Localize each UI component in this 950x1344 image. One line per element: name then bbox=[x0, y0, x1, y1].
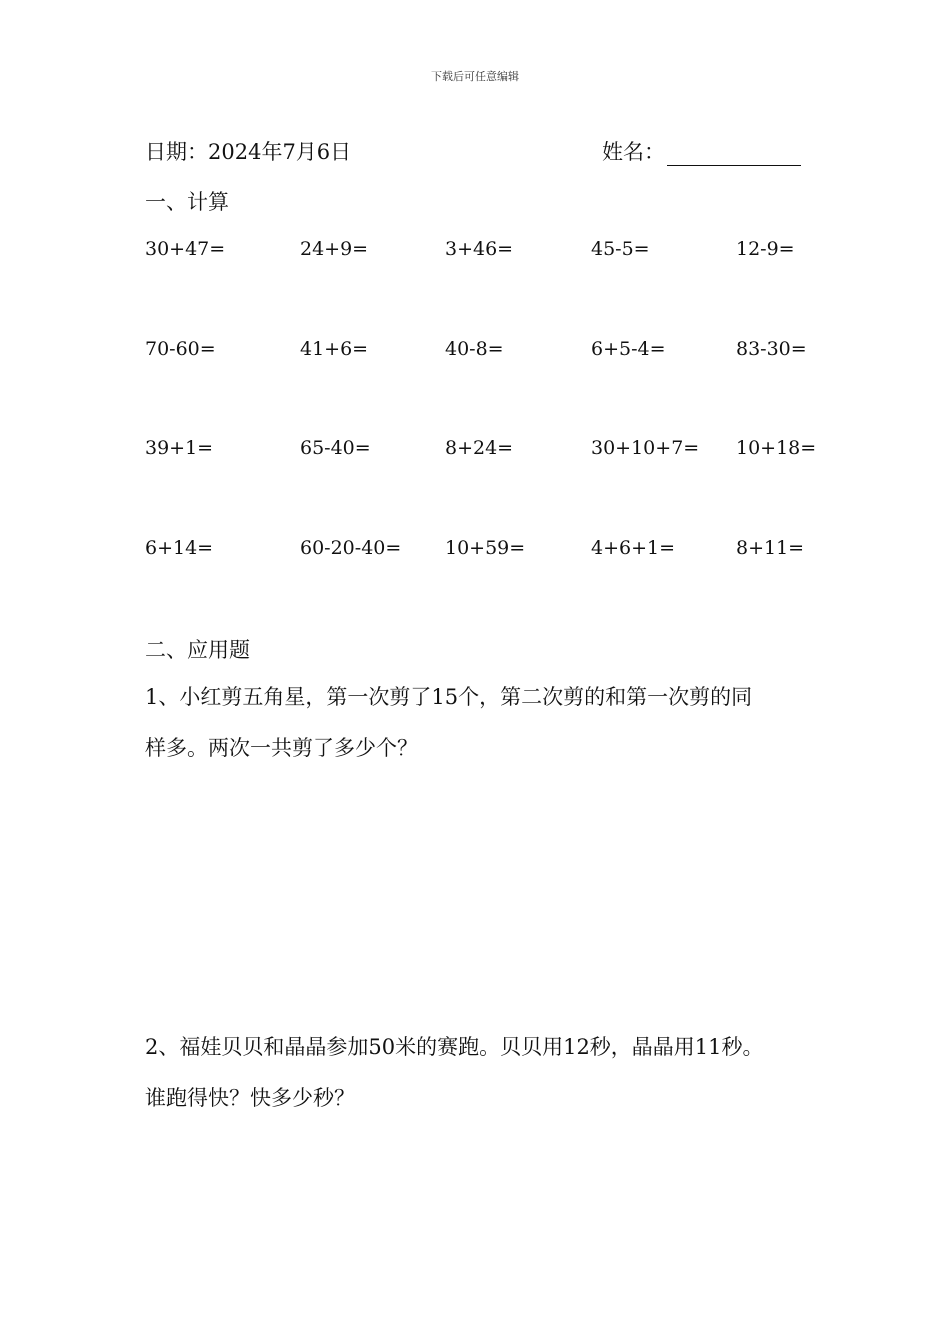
calc-item: 6+14= bbox=[145, 536, 214, 559]
calc-row bbox=[145, 338, 825, 438]
date-label: 日期：2024年7月6日 bbox=[145, 140, 352, 164]
calc-item: 30+10+7= bbox=[591, 437, 700, 459]
calc-row bbox=[145, 537, 825, 637]
calc-item: 12-9= bbox=[736, 238, 795, 260]
name-blank-line[interactable] bbox=[667, 143, 801, 166]
problem-line: 1、小红剪五角星，第一次剪了15个，第二次剪的和第一次剪的同 bbox=[145, 685, 753, 709]
problem-line: 谁跑得快？快多少秒？ bbox=[145, 1086, 355, 1110]
problem-line: 2、福娃贝贝和晶晶参加50米的赛跑。贝贝用12秒，晶晶用11秒。 bbox=[145, 1035, 764, 1059]
name-field bbox=[602, 136, 801, 166]
calc-item: 8+24= bbox=[445, 437, 514, 459]
calc-item: 30+47= bbox=[145, 238, 226, 260]
calc-row bbox=[145, 437, 825, 537]
calc-row bbox=[145, 238, 825, 338]
calc-item: 41+6= bbox=[300, 337, 369, 360]
calc-item: 39+1= bbox=[145, 437, 214, 459]
calc-item: 70-60= bbox=[145, 337, 216, 360]
worksheet-header bbox=[145, 136, 805, 168]
word-problem-1 bbox=[145, 672, 815, 774]
calc-item: 6+5-4= bbox=[591, 337, 666, 360]
calc-item: 4+6+1= bbox=[591, 536, 676, 559]
calc-item: 83-30= bbox=[736, 337, 807, 360]
download-note: 下载后可任意编辑 bbox=[431, 70, 519, 83]
calc-item: 40-8= bbox=[445, 337, 504, 360]
calc-item: 8+11= bbox=[736, 536, 805, 559]
calc-item: 60-20-40= bbox=[300, 536, 402, 559]
calc-item: 10+59= bbox=[445, 536, 526, 559]
calc-item: 10+18= bbox=[736, 437, 817, 459]
calc-item: 24+9= bbox=[300, 238, 369, 260]
word-problem-2 bbox=[145, 1022, 815, 1124]
calc-item: 3+46= bbox=[445, 238, 514, 260]
calc-item: 45-5= bbox=[591, 238, 650, 260]
name-label: 姓名： bbox=[602, 140, 665, 164]
section-calculation-title: 一、计算 bbox=[145, 190, 229, 214]
section-word-problems-title: 二、应用题 bbox=[145, 638, 250, 662]
calc-item: 65-40= bbox=[300, 437, 371, 459]
calculation-grid bbox=[145, 238, 825, 636]
problem-line: 样多。两次一共剪了多少个？ bbox=[145, 736, 418, 760]
